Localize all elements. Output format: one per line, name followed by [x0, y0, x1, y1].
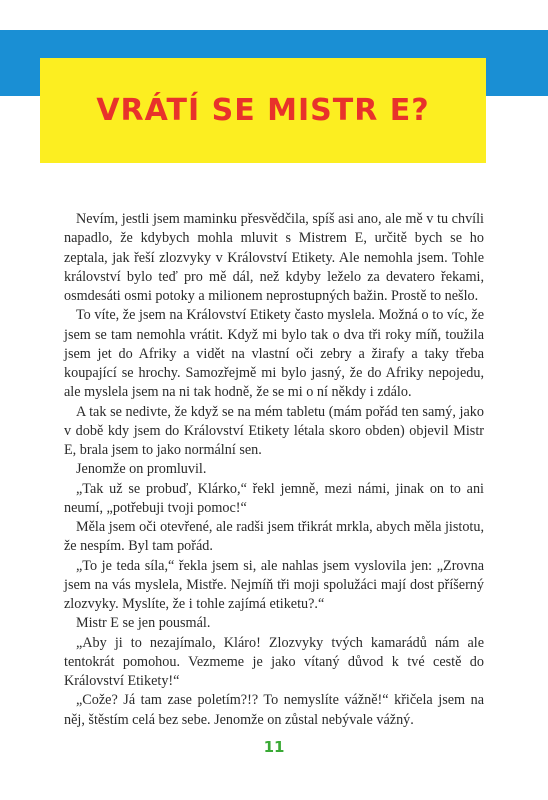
paragraph: A tak se nedivte, že když se na mém tabletu (mám pořád ten samý, jako v době kdy jsem do Království Etikety létala skoro obden) objevil Mistr E, brala jsem to jako normální sen.: [64, 403, 484, 458]
page-number: 11: [263, 738, 285, 756]
paragraph: Nevím, jestli jsem maminku přesvědčila, spíš asi ano, ale mě v tu chvíli napadlo, že kdybych mohla mluvit s Mistrem E, určitě bych se ho zeptala, jak řeší zlozvyky v Království Etikety. Ale nemohla jsem. Tohle království bylo teď pro mě dál, než kdyby leželo za devatero řekami, osmdesáti osmi potoky a milionem neprostupných bažin. Prostě to nešlo.: [64, 211, 484, 304]
paragraph: „Aby ji to nezajímalo, Kláro! Zlozvyky tvých kamarádů nám ale tentokrát pomohou. Vezmeme je jako vítaný důvod k tvé cestě do Království Etikety!“: [64, 634, 484, 689]
paragraph: „Tak už se probuď, Klárko,“ řekl jemně, mezi námi, jinak on to ani neumí, „potřebuji tvoji pomoc!“: [64, 480, 484, 516]
chapter-title: VRÁTÍ SE MISTR E?: [96, 93, 430, 128]
paragraph: Jenomže on promluvil.: [76, 461, 207, 478]
paragraph: To víte, že jsem na Království Etikety často myslela. Možná o to víc, že jsem se tam nemohla vrátit. Když mi bylo tak o dva tři roky míň, toužila jsem jet do Afriky a vidět na vlastní oči zebry a žirafy a taky třeba koupající se hrochy. Samozřejmě mi bylo jasný, že do Afriky nepojedu, ale myslela jsem na ni tak hodně, že se mi o ní někdy i zdálo.: [64, 307, 484, 401]
chapter-title-box: [40, 58, 486, 163]
paragraph: „To je teda síla,“ řekla jsem si, ale nahlas jsem vyslovila jen: „Zrovna jsem na vás myslela, Mistře. Nejmíň tři moji spolužáci mají dost příšerný zlozvyky. Myslíte, že i tohle zajímá etiketu?.“: [64, 557, 484, 612]
paragraph: Mistr E se jen pousmál.: [76, 615, 211, 632]
chapter-body: [64, 210, 484, 730]
paragraph: „Cože? Já tam zase poletím?!? To nemyslíte vážně!“ křičela jsem na něj, štěstím celá bez sebe. Jenomže on zůstal nebývale vážný.: [64, 692, 484, 728]
paragraph: Měla jsem oči otevřené, ale radši jsem třikrát mrkla, abych měla jistotu, že nespím. Byl tam pořád.: [64, 519, 484, 555]
